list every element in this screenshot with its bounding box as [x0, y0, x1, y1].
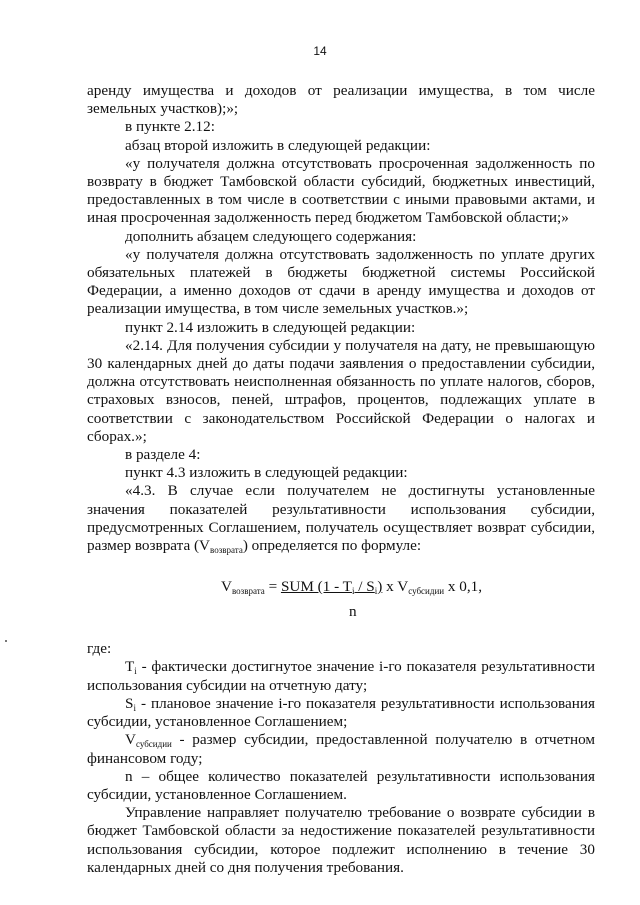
formula-subscript-i: i — [351, 586, 355, 597]
definition-item — [87, 768, 595, 804]
formula-v-subscript: субсидии — [408, 586, 445, 597]
paragraph: в разделе 4: — [125, 446, 201, 464]
paragraph: абзац второй изложить в следующей редакции: — [125, 136, 431, 154]
formula-sum-mid: / S — [354, 578, 375, 596]
definition-symbol: S — [125, 694, 134, 712]
paragraph-formula-intro — [87, 482, 595, 555]
formula-numerator — [281, 578, 382, 595]
definition-symbol: n — [125, 767, 133, 785]
margin-mark — [5, 640, 7, 642]
paragraph: «у получателя должна отсутствовать задолженность по уплате других обязательных платежей в бюджеты бюджетной системы Российской Федерации, а именно доходов от сдачи в аренду имущества и доходов от реализации имущества, в том числе земельных участков.»; — [87, 245, 595, 318]
paragraph: аренду имущества и доходов от реализации имущества, в том числе земельных участков);»; — [87, 82, 595, 118]
definition-text: – общее количество показателей результативности использования субсидии, установленное Соглашением. — [87, 767, 595, 803]
definition-symbol: T — [125, 658, 135, 676]
formula-lhs-subscript: возврата — [231, 586, 265, 597]
definition-item — [87, 658, 595, 694]
definition-subscript: i — [133, 702, 136, 713]
formula-times-v: x V — [382, 578, 409, 596]
definition-item — [87, 695, 595, 731]
definition-symbol: V — [125, 731, 136, 749]
formula-equals: = — [264, 578, 281, 596]
formula-subscript-i: i — [374, 586, 378, 597]
document-body — [87, 82, 595, 877]
formula-sum-open: SUM (1 - T — [280, 578, 352, 596]
formula-sum-close: ) — [377, 578, 383, 596]
formula-denominator: n — [349, 603, 357, 621]
spacer — [87, 626, 595, 640]
formula-tail: x 0,1, — [444, 578, 483, 596]
paragraph-text: «4.3. В случае если получателем не достигнуты установленные значения показателей результативности использования субсидии, предусмотренных Соглашением, получатель осуществляет возврат субсидии, размер возврата (V — [87, 482, 595, 555]
paragraph: дополнить абзацем следующего содержания: — [125, 227, 417, 245]
definition-subscript: субсидии — [135, 739, 172, 750]
closing-paragraph: Управление направляет получателю требование о возврате субсидии в бюджет Тамбовской области за недостижение показателей результативности использования субсидии, которое подлежит исполнению в течение 30 календарных дней со дня получения требования. — [87, 804, 595, 876]
paragraph: «2.14. Для получения субсидии у получателя на дату, не превышающую 30 календарных дней до даты подачи заявления о предоставлении субсидии, должна отсутствовать неисполненная обязанность по уплате налогов, сборов, страховых взносов, пеней, штрафов, процентов, подлежащих уплате в соответствии с законодательством Российской Федерации о налогах и сборах.»; — [87, 336, 595, 445]
definition-item — [87, 731, 595, 767]
paragraph: в пункте 2.12: — [125, 118, 215, 136]
paragraph: пункт 4.3 изложить в следующей редакции: — [125, 464, 408, 482]
paragraph: пункт 2.14 изложить в следующей редакции: — [125, 318, 416, 336]
formula-line — [221, 578, 482, 596]
return-formula — [87, 578, 595, 626]
formula-lhs: V — [221, 578, 232, 596]
page-number: 14 — [313, 44, 327, 58]
where-label: где: — [87, 640, 112, 658]
definition-text: - размер субсидии, предоставленной получателю в отчетном финансовом году; — [87, 731, 595, 767]
definition-text: - фактически достигнутое значение i-го показателя результативности использования субсидии на отчетную дату; — [87, 658, 595, 694]
paragraph: «у получателя должна отсутствовать просроченная задолженность по возврату в бюджет Тамбовской области субсидий, бюджетных инвестиций, предоставленных в том числе в соответствии с иными правовыми актами, и иная просроченная задолженность перед бюджетом Тамбовской области;» — [87, 154, 595, 227]
paragraph-tail: ) определяется по формуле: — [242, 537, 422, 555]
definition-text: - плановое значение i-го показателя результативности использования субсидии, установленное Соглашением; — [87, 694, 595, 731]
subscript: возврата — [210, 545, 243, 556]
definition-subscript: i — [134, 666, 137, 677]
